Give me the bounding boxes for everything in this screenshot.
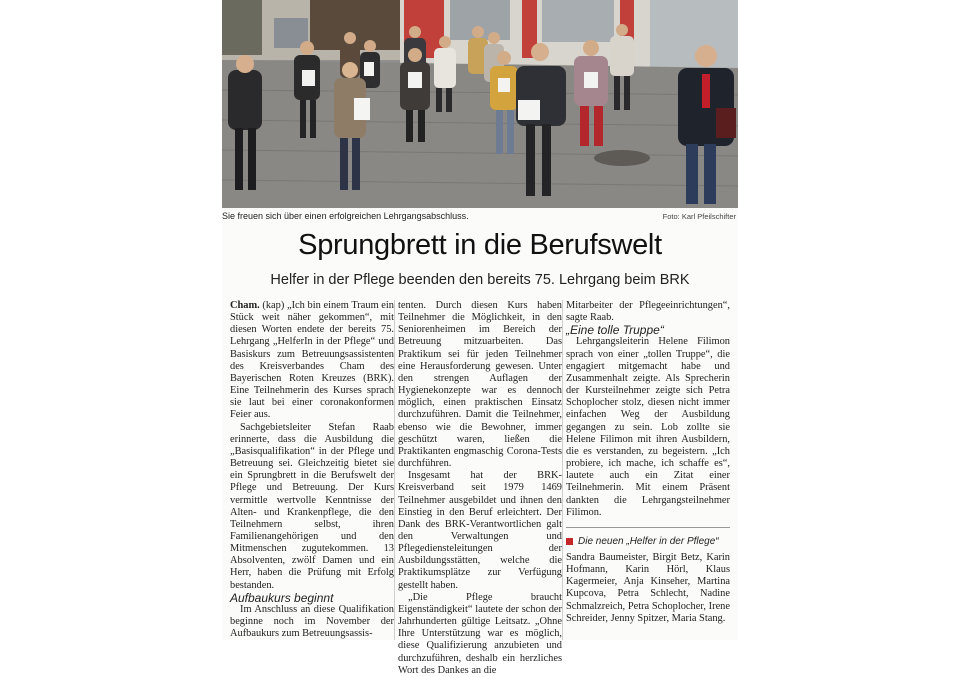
info-box-title: Die neuen „Helfer in der Pflege“ xyxy=(578,535,719,547)
article-column-1 xyxy=(230,300,394,640)
article-column-2 xyxy=(398,300,562,677)
paragraph: Im Anschluss an diese Qualifikation beginne noch im November der Aufbaukurs zum Betreuungsassis- xyxy=(230,603,394,640)
info-box-rule xyxy=(566,527,730,528)
paragraph: „Die Pflege braucht Eigenständigkeit“ lautete der schon der Jahrhunderten gültige Leitsatz. „Ohne Ihre Unterstützung war es möglich, diese Qualifizierung anzubieten und durchzuführen, deshalb ein herzliches Wort des Dankes an die xyxy=(398,591,562,676)
photo-caption-row xyxy=(222,210,738,224)
dateline: Cham. xyxy=(230,300,260,311)
paragraph: Lehrgangsleiterin Helene Filimon sprach von einer „tollen Truppe“, die engagiert mitgemacht habe und Zusammenhalt zeigte. Als Sprecherin der Kursteilnehmer zeigte sich Petra Schoplocher stolz, diesen nicht immer einfachen Weg der Ausbildung gegangen zu sein. Lob zollte sie Helene Filimon mit ihren Ausbildern, die es verstanden, zu begeistern. „Ich probiere, ich mache, ich schaffe es“, lautete auch ein Zitat einer Teilnehmerin. Mit einem Präsent dankten die Lehrgangsteilnehmer Filimon. xyxy=(566,336,730,518)
headline: Sprungbrett in die Berufswelt xyxy=(298,229,662,261)
column-divider xyxy=(394,300,395,640)
subheadline: Helfer in der Pflege beenden den bereits 75. Lehrgang beim BRK xyxy=(270,272,690,288)
photo-credit: Foto: Karl Pfeilschifter xyxy=(662,212,736,221)
group-photo xyxy=(222,0,738,208)
column-divider xyxy=(562,300,563,640)
newspaper-clipping xyxy=(222,0,738,676)
paragraph: Sachgebietsleiter Stefan Raab erinnerte, dass die Ausbildung die „Basisqualifikation“ in der Pflege und Betreuung sei. Gleichzeitig bietet sie ein Sprungbrett in die Berufswelt der Pflege und Betreuung. Der Kurs vermittle wertvolle Kenntnisse der Alten- und Krankenpflege, die den Teilnehmern selbst, ihren Familienangehörigen und den Mitmenschen zugutekommen. 13 Absolventen, zwölf Damen und ein Herr, haben die Prüfung mit Erfolg bestanden. xyxy=(230,421,394,591)
info-box-text: Sandra Baumeister, Birgit Betz, Karin Hofmann, Karin Hörl, Klaus Kagermeier, Anja Kinseher, Martina Kupcova, Petra Schlecht, Nadine Schmalzreich, Petra Schoplocher, Irene Schreider, Jenny Spitzer, Maria Stang. xyxy=(566,551,730,624)
info-box-header xyxy=(566,536,730,548)
paragraph: Insgesamt hat der BRK-Kreisverband seit 1979 1469 Teilnehmer ausgebildet und ihnen den Einstieg in den Beruf erleichtert. Der Dank des BRK-Verantwortlichen galt den Verwaltungen und Pflegediensteleitungen der Ausbildungsstätten, welche die Praktikumsplätze zur Verfügung gestellt haben. xyxy=(398,470,562,591)
paragraph: Mitarbeiter der Pflegeeinrichtungen“, sagte Raab. xyxy=(566,300,730,324)
section-subheading: „Eine tolle Truppe“ xyxy=(566,323,664,338)
article-column-3 xyxy=(566,300,730,625)
section-subheading: Aufbaukurs beginnt xyxy=(230,590,334,605)
paragraph: tenten. Durch diesen Kurs haben Teilnehmer die Möglichkeit, in den Seniorenheimen im Bereich der Betreuung mitzuarbeiten. Das Praktikum sei für jeden Teilnehmer eine Herausforderung gewesen. Unter den strengen Auflagen der Hygienekonzepte war es dennoch möglich, einen praktischen Einsatz durchzuführen. Damit die Teilnehmer, ebenso wie die Bewohner, immer geschützt waren, ließen die Praktikanten engmaschig Corona-Tests durchführen. xyxy=(398,300,562,470)
photo-caption: Sie freuen sich über einen erfolgreichen Lehrgangsabschluss. xyxy=(222,211,469,221)
red-square-icon xyxy=(566,538,573,545)
paragraph: (kap) „Ich bin einem Traum ein Stück weit näher gekommen“, mit diesen Worten endete der bereits 75. Lehrgang „HelferIn in der Pflege“ und Basiskurs zum Betreuungsassistenten des Kreisverbandes Cham des Bayerischen Roten Kreuzes (BRK). Eine Teilnehmerin des Kurses sprach sie laut bei einer coronakonformen Feier aus. xyxy=(230,300,394,421)
